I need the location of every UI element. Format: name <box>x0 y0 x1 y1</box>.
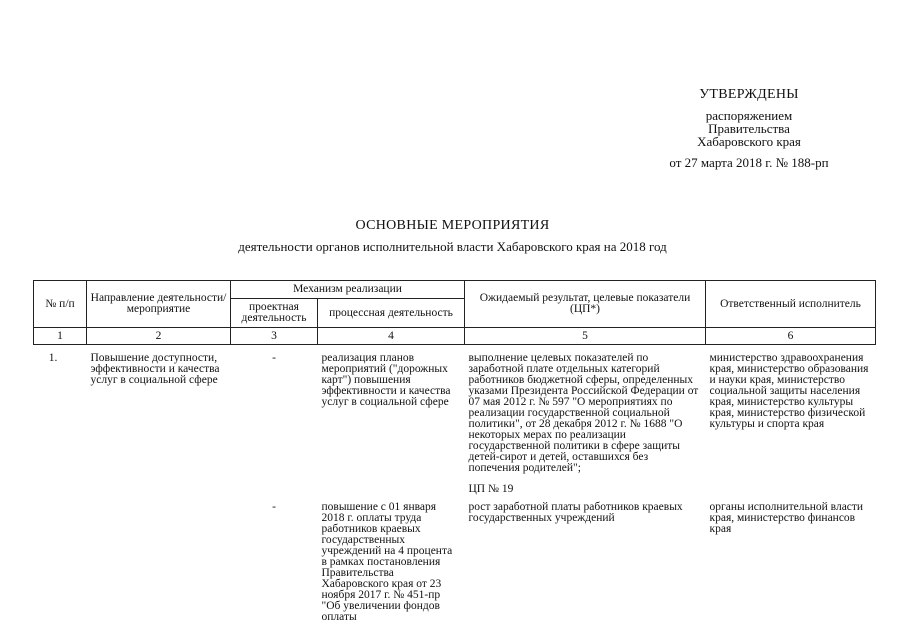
document-subtitle: деятельности органов исполнительной власти Хабаровского края на 2018 год <box>238 239 667 254</box>
header-direction: Направление деятельности/ мероприятие <box>87 281 231 328</box>
row-direction: Повышение доступности, эффективности и качества услуг в социальной сфере <box>90 352 220 386</box>
header-executor: Ответственный исполнитель <box>706 281 876 328</box>
column-number: 6 <box>706 328 876 345</box>
column-number: 3 <box>231 328 318 345</box>
approval-line-region: Хабаровского края <box>697 134 801 149</box>
table-row <box>34 345 876 500</box>
column-number: 2 <box>87 328 231 345</box>
approval-line-order: распоряжением <box>705 108 793 123</box>
row-project: - <box>272 352 276 364</box>
column-number: 4 <box>318 328 465 345</box>
approval-heading: УТВЕРЖДЕНЫ <box>699 87 799 102</box>
row-direction <box>87 499 231 627</box>
row-result <box>465 345 706 500</box>
activities-table <box>33 280 876 627</box>
header-process: процессная деятельность <box>318 299 465 328</box>
row-result: рост заработной платы работников краевых государственных учреждений <box>468 501 683 524</box>
column-number: 1 <box>34 328 87 345</box>
row-result-text: выполнение целевых показателей по заработной плате отдельных категорий работников бюджетной сферы, определенных указами Президента Российской Федерации от 07 мая 2012 г. № 597 "О мероприятиях по реализации государственной социальной политики", от 28 декабря 2012 г. № 1688 "О некоторых мерах по реализации государственной политики в сфере защиты детей-сирот и детей, оставшихся без попечения родителей"; <box>468 352 699 474</box>
header-project: проектная деятельность <box>231 299 318 328</box>
row-executor: министерство здравоохранения края, министерство образования и науки края, министерство социальной защиты населения края, министерство культуры края, министерство физической культуры и спорта края <box>709 352 869 430</box>
row-result-indicator: ЦП № 19 <box>468 483 514 495</box>
document-titles <box>0 218 905 255</box>
header-number: № п/п <box>34 281 87 328</box>
row-number: 1. <box>48 352 58 364</box>
approval-block <box>640 88 858 169</box>
header-result: Ожидаемый результат, целевые показатели (ЦП*) <box>465 281 706 328</box>
column-number: 5 <box>465 328 706 345</box>
row-number <box>34 499 87 627</box>
row-process: повышение с 01 января 2018 г. оплаты труда работников краевых государственных учреждений на 4 процента в рамках постановления Правительства Хабаровского края от 23 ноября 2017 г. № 451-пр "Об увеличении фондов оплаты <box>321 501 453 623</box>
row-project: - <box>272 501 276 513</box>
row-process: реализация планов мероприятий ("дорожных карт") повышения эффективности и качества услуг в социальной сфере <box>321 352 451 408</box>
approval-date: от 27 марта 2018 г. № 188-рп <box>669 155 829 170</box>
header-mechanism: Механизм реализации <box>231 281 465 299</box>
table-row <box>34 499 876 627</box>
column-numbers-row <box>34 328 876 345</box>
row-executor: органы исполнительной власти края, министерство финансов края <box>709 501 864 535</box>
document-title: ОСНОВНЫЕ МЕРОПРИЯТИЯ <box>355 218 550 233</box>
approval-line-government: Правительства <box>708 121 790 136</box>
